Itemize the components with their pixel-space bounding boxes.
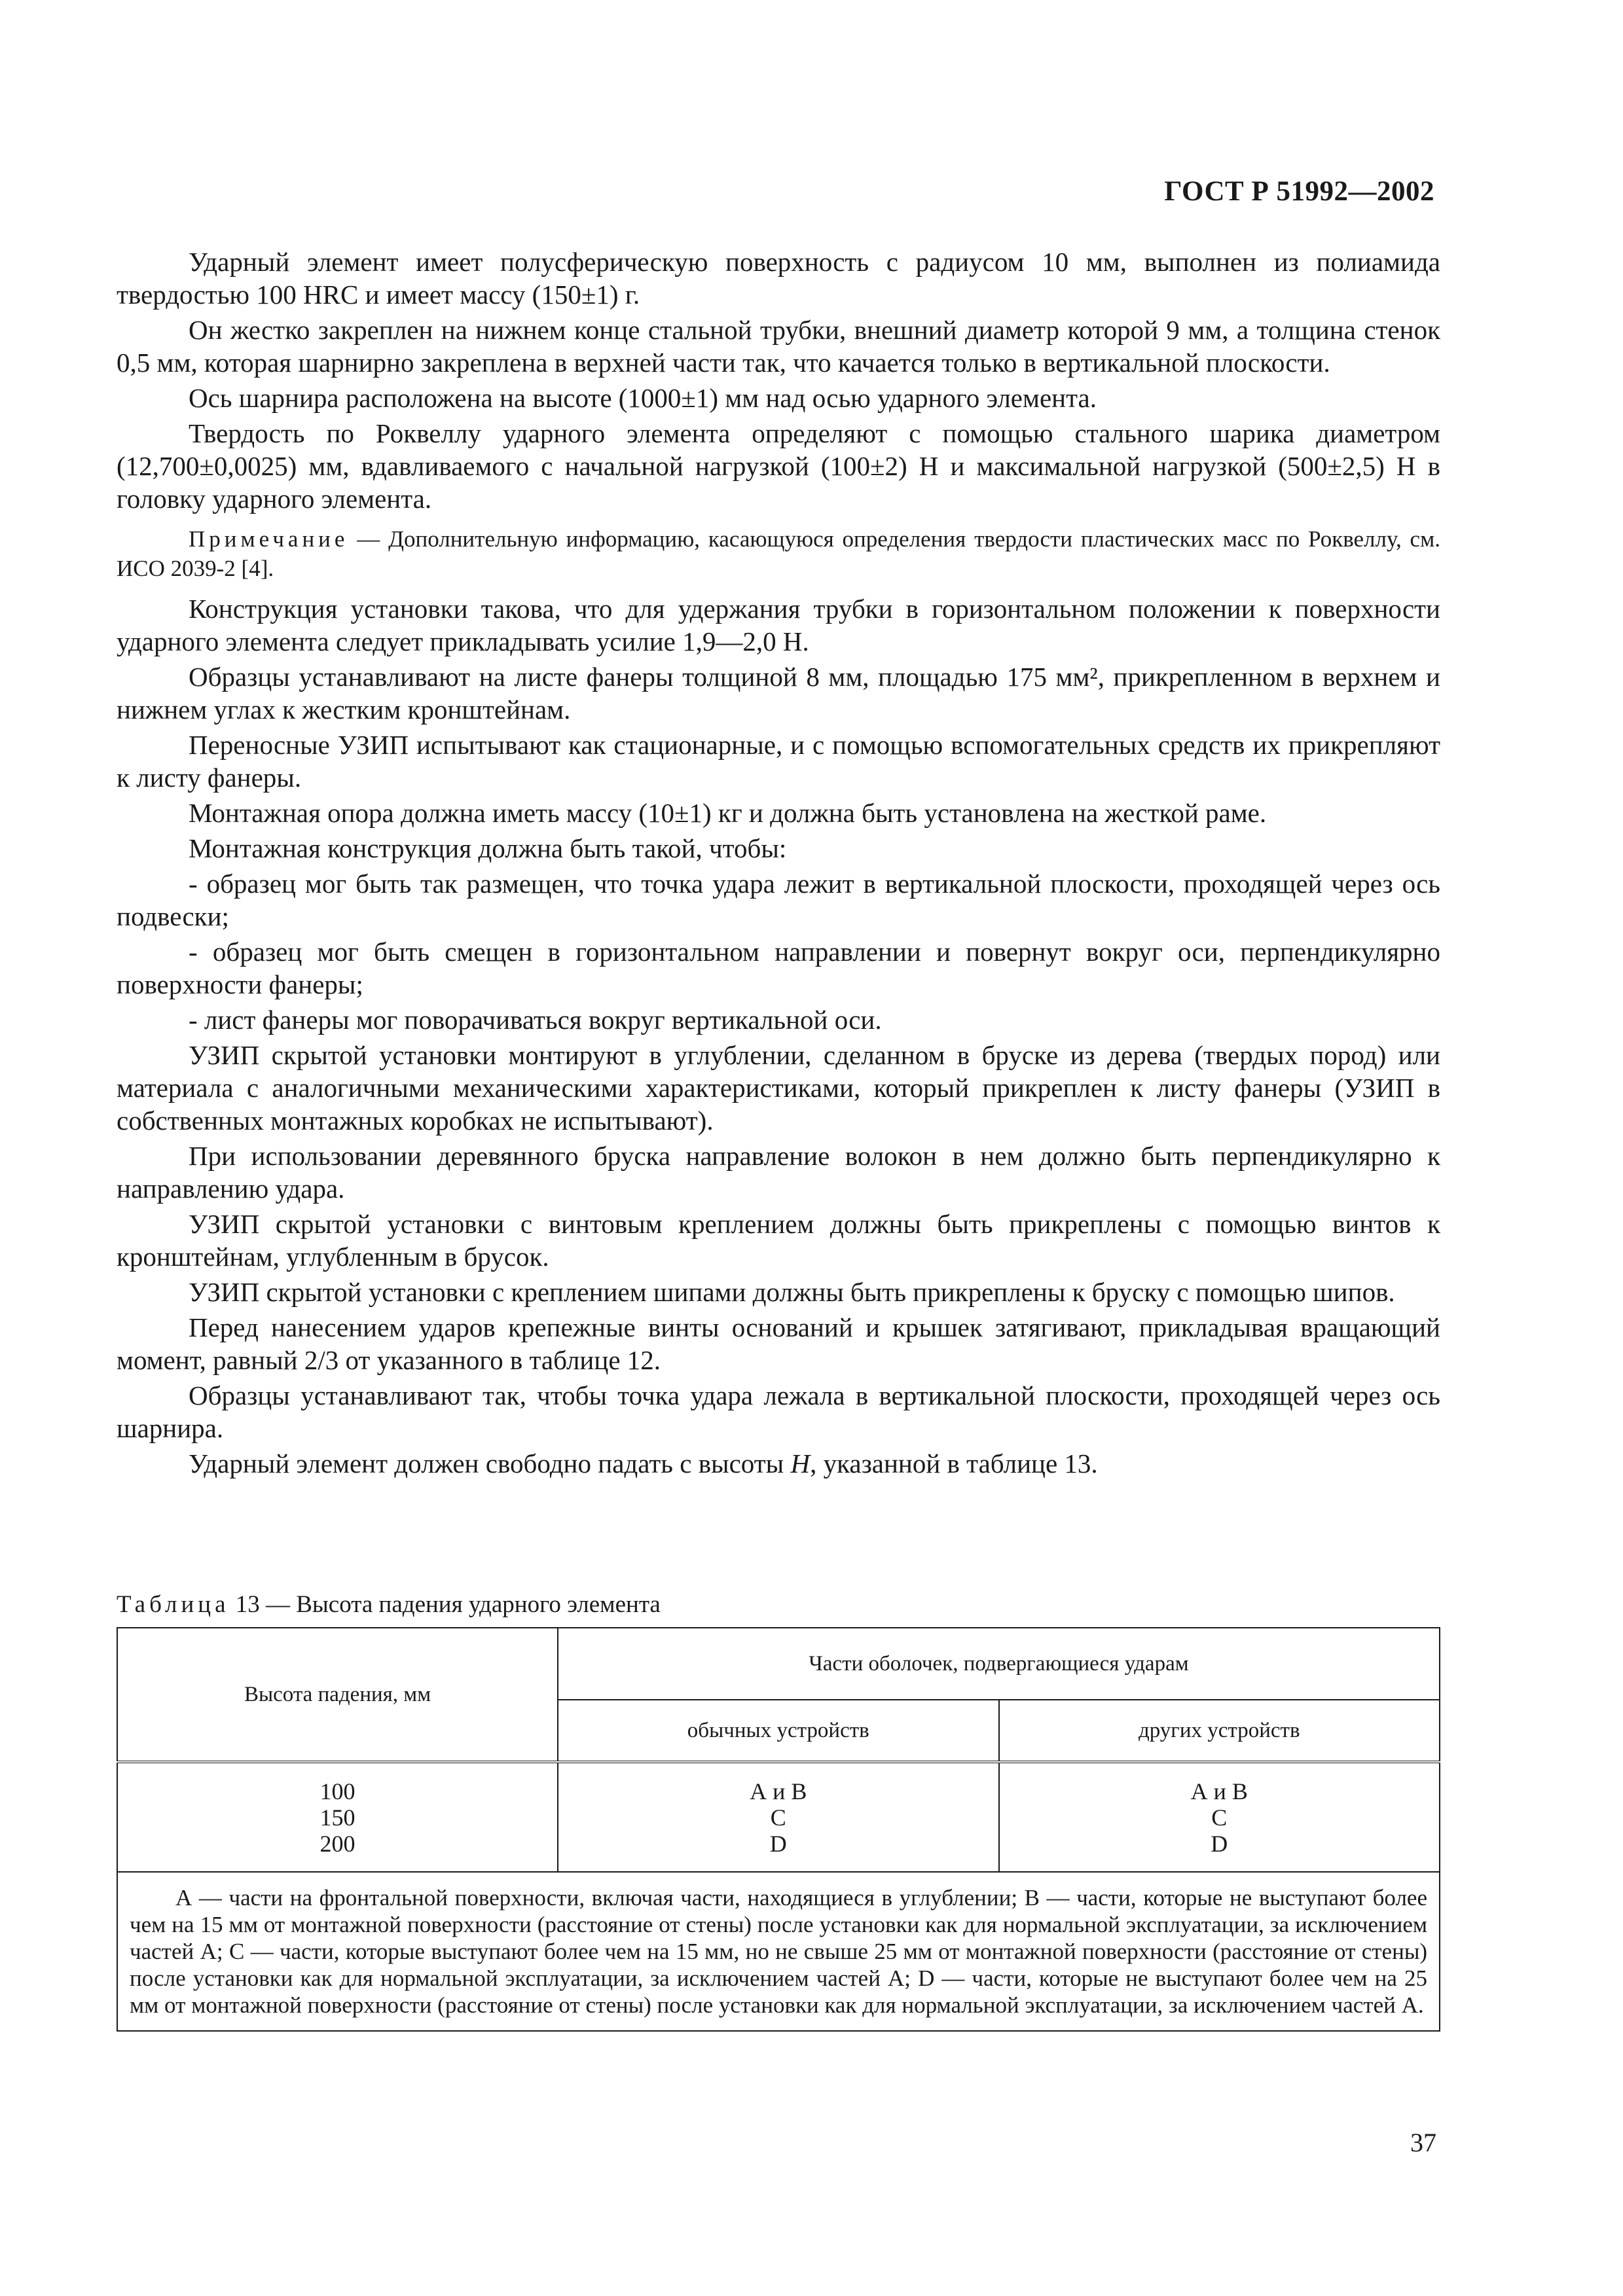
part-value: А и В xyxy=(1190,1778,1248,1804)
part-value: А и В xyxy=(750,1778,807,1804)
last-paragraph-start: Ударный элемент должен свободно падать с высоты xyxy=(189,1448,791,1479)
col-header-height: Высота падения, мм xyxy=(117,1628,558,1762)
body-text xyxy=(117,245,1440,1482)
note-label: Примечание xyxy=(189,526,349,552)
list-item: - лист фанеры мог поворачиваться вокруг вертикальной оси. xyxy=(189,1005,882,1035)
part-value: D xyxy=(769,1830,787,1857)
paragraph: Ось шарнира расположена на высоте (1000±1) мм над осью ударного элемента. xyxy=(189,383,1097,413)
col-header-other: других устройств xyxy=(999,1700,1440,1762)
last-paragraph-end: , указанной в таблице 13. xyxy=(810,1448,1098,1479)
paragraph: Переносные УЗИП испытывают как стационарные, и с помощью вспомогательных средств их прикрепляют к листу фанеры. xyxy=(117,730,1440,793)
part-value: D xyxy=(1211,1830,1228,1857)
ordinary-cell xyxy=(558,1762,998,1872)
col-header-ordinary: обычных устройств xyxy=(558,1700,998,1762)
drop-height-table xyxy=(117,1627,1440,2032)
paragraph xyxy=(117,1447,1440,1480)
paragraph: Образцы устанавливают так, чтобы точка удара лежала в вертикальной плоскости, проходящей через ось шарнира. xyxy=(117,1380,1440,1443)
list-item: - образец мог быть смещен в горизонтальном направлении и повернут вокруг оси, перпендикулярно поверхности фанеры; xyxy=(117,937,1440,999)
table-caption xyxy=(117,1590,661,1619)
table-caption-text: 13 — Высота падения ударного элемента xyxy=(229,1591,661,1618)
col-group-header: Части оболочек, подвергающиеся ударам xyxy=(558,1628,1440,1700)
note-text: — Дополнительную информацию, касающуюся определения твердости пластических масс по Роквеллу, см. ИСО 2039-2 [4]. xyxy=(117,526,1440,581)
document-header: ГОСТ Р 51992—2002 xyxy=(1164,176,1434,207)
paragraph: Конструкция установки такова, что для удержания трубки в горизонтальном положении к поверхности ударного элемента следует прикладывать усилие 1,9—2,0 Н. xyxy=(117,594,1440,656)
note xyxy=(117,524,1440,583)
height-value: 200 xyxy=(319,1830,356,1857)
paragraph: Монтажная опора должна иметь массу (10±1) кг и должна быть установлена на жесткой раме. xyxy=(189,798,1267,828)
paragraph: Монтажная конструкция должна быть такой, чтобы: xyxy=(189,833,787,863)
footnote-text: А — части на фронтальной поверхности, включая части, находящиеся в углублении; В — части, которые не выступают более чем на 15 мм от монтажной поверхности (расстояние от стены) после установки как для нормальной эксплуатации, за исключением частей А; С — части, которые выступают более чем на 15 мм, но не свыше 25 мм от монтажной поверхности (расстояние от стены) после установки как для нормальной эксплуатации, за исключением частей А; D — части, которые не выступают более чем на 25 мм от монтажной поверхности (расстояние от стены) после установки как для нормальной эксплуатации, за исключением частей А. xyxy=(130,1885,1427,2018)
paragraph: УЗИП скрытой установки с креплением шипами должны быть прикреплены к бруску с помощью шипов. xyxy=(189,1277,1395,1307)
height-symbol: H xyxy=(790,1448,811,1479)
paragraph: Твердость по Роквеллу ударного элемента определяют с помощью стального шарика диаметром (12,700±0,0025) мм, вдавливаемого с начальной нагрузкой (100±2) Н и максимальной нагрузкой (500±2,5) Н в головку ударного элемента. xyxy=(117,418,1440,514)
other-cell xyxy=(999,1762,1440,1872)
paragraph: При использовании деревянного бруска направление волокон в нем должно быть перпендикулярно к направлению удара. xyxy=(117,1141,1440,1204)
paragraph: Перед нанесением ударов крепежные винты оснований и крышек затягивают, прикладывая вращающий момент, равный 2/3 от указанного в таблице 12. xyxy=(117,1312,1440,1375)
paragraph: Он жестко закреплен на нижнем конце стальной трубки, внешний диаметр которой 9 мм, а толщина стенок 0,5 мм, которая шарнирно закреплена в верхней части так, что качается только в вертикальной плоскости. xyxy=(117,315,1440,378)
paragraph: УЗИП скрытой установки монтируют в углублении, сделанном в бруске из дерева (твердых пород) или материала с аналогичными механическими характеристиками, который прикреплен к листу фанеры (УЗИП в собственных монтажных коробках не испытывают). xyxy=(117,1040,1440,1136)
height-value: 100 xyxy=(319,1778,356,1804)
list-item: - образец мог быть так размещен, что точка удара лежит в вертикальной плоскости, проходящей через ось подвески; xyxy=(117,869,1440,931)
paragraph: УЗИП скрытой установки с винтовым креплением должны быть прикреплены с помощью винтов к кронштейнам, углубленным в брусок. xyxy=(117,1209,1440,1272)
paragraph: Образцы устанавливают на листе фанеры толщиной 8 мм, площадью 175 мм², прикрепленном в верхнем и нижнем углах к жестким кронштейнам. xyxy=(117,662,1440,725)
paragraph: Ударный элемент имеет полусферическую поверхность с радиусом 10 мм, выполнен из полиамида твердостью 100 HRC и имеет массу (150±1) г. xyxy=(117,247,1440,310)
heights-cell xyxy=(117,1762,558,1872)
table-row xyxy=(117,1762,1440,1872)
part-value: С xyxy=(770,1804,786,1831)
height-value: 150 xyxy=(319,1804,356,1831)
table-footnote xyxy=(117,1872,1440,2031)
table-caption-label: Таблица xyxy=(117,1591,230,1618)
page-number: 37 xyxy=(1410,2128,1436,2157)
part-value: С xyxy=(1211,1804,1228,1831)
